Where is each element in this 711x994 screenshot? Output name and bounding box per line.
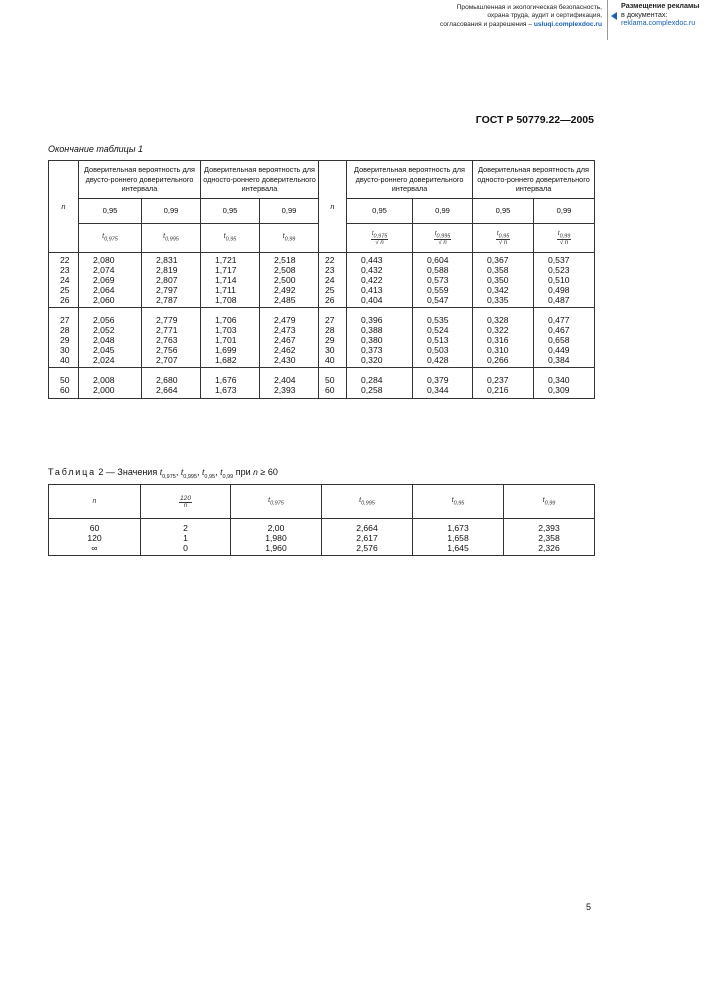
value-cell: 2,056 2,052 2,048 2,045 2,024 (79, 307, 142, 367)
quantile-symbol: $t_{0,975}$ (79, 223, 142, 252)
services-link[interactable]: usluqi.complexdoc.ru (533, 20, 602, 28)
value-cell: 0,443 0,432 0,422 0,413 0,404 (347, 252, 413, 307)
table-row-block (49, 307, 595, 367)
quantile-header: $t_{0,99}$ (504, 485, 595, 519)
quantile-header: $t_{0,995}$ (322, 485, 413, 519)
group-header: Доверительная вероятность для двусто-роннего доверительного интервала (79, 161, 201, 199)
page-number: 5 (586, 902, 592, 912)
value-cell: 2,00 1,980 1,960 (231, 519, 322, 556)
table-continuation-caption: Окончание таблицы 1 (48, 144, 143, 154)
n-cell: 22 23 24 25 26 (49, 252, 79, 307)
header-line: согласования и разрешения – usluqi.complexdoc.ru (439, 20, 602, 28)
table-row-block (49, 252, 595, 307)
table-row-block (49, 519, 595, 556)
ad-subtitle: в документах: (621, 9, 668, 19)
probability-cell: 0,95 (79, 198, 142, 223)
n-cell: 50 60 (319, 367, 347, 398)
group-header: Доверительная вероятность для двусто-роннего доверительного интервала (347, 161, 473, 199)
probability-cell: 0,99 (534, 198, 595, 223)
n-header: n (49, 485, 141, 519)
quantile-fraction: $\frac{t_{0,99}}{√ n}$ (534, 223, 595, 252)
value-cell: 0,537 0,523 0,510 0,498 0,487 (534, 252, 595, 307)
value-cell: 0,379 0,344 (413, 367, 473, 398)
value-cell: 2,518 2,508 2,500 2,492 2,485 (260, 252, 319, 307)
quantile-fraction: $\frac{t_{0,995}}{√ n}$ (413, 223, 473, 252)
value-cell: 0,367 0,358 0,350 0,342 0,335 (473, 252, 534, 307)
value-cell: 2,080 2,074 2,069 2,064 2,060 (79, 252, 142, 307)
value-cell: 2,831 2,819 2,807 2,797 2,787 (142, 252, 201, 307)
n-cell: 60 120 ∞ (49, 519, 141, 556)
table-1 (48, 160, 595, 399)
quantile-header: $t_{0,975}$ (231, 485, 322, 519)
probability-cell: 0,99 (413, 198, 473, 223)
ad-title: Размещение рекламы (621, 1, 700, 10)
table-2-caption: Таблица 2 — Значения $t_{0,975}$, $t_{0,995}$, $t_{0,95}$, $t_{0,99}$ при n ≥ 60 (48, 467, 278, 480)
fraction-header: $\frac{120}{n}$ (141, 485, 231, 519)
ad-info (621, 2, 711, 28)
value-cell: 2,393 2,358 2,326 (504, 519, 595, 556)
value-cell: 2,680 2,664 (142, 367, 201, 398)
probability-cell: 0,99 (260, 198, 319, 223)
n-header: n (319, 161, 347, 253)
value-cell: 2,404 2,393 (260, 367, 319, 398)
value-cell: 2,664 2,617 2,576 (322, 519, 413, 556)
quantile-fraction: $\frac{t_{0,95}}{√ n}$ (473, 223, 534, 252)
value-cell: 0,477 0,467 0,658 0,449 0,384 (534, 307, 595, 367)
arrow-left-icon (611, 12, 617, 20)
header-info (388, 4, 602, 29)
probability-cell: 0,95 (473, 198, 534, 223)
quantile-symbol: $t_{0,95}$ (201, 223, 260, 252)
n-cell: 27 28 29 30 40 (319, 307, 347, 367)
value-cell: 1,676 1,673 (201, 367, 260, 398)
value-cell: 2,779 2,771 2,763 2,756 2,707 (142, 307, 201, 367)
n-cell: 27 28 29 30 40 (49, 307, 79, 367)
value-cell: 0,535 0,524 0,513 0,503 0,428 (413, 307, 473, 367)
value-cell: 0,396 0,388 0,380 0,373 0,320 (347, 307, 413, 367)
n-cell: 50 60 (49, 367, 79, 398)
n-cell: 22 23 24 25 26 (319, 252, 347, 307)
group-header: Доверительная вероятность для односто-роннего доверительного интервала (473, 161, 595, 199)
table-row-block (49, 367, 595, 398)
header-line: Промышленная и экологическая безопасность, (456, 4, 602, 11)
ad-link[interactable]: reklama.complexdoc.ru (621, 18, 696, 28)
value-cell: 0,604 0,588 0,573 0,559 0,547 (413, 252, 473, 307)
value-cell: 0,284 0,258 (347, 367, 413, 398)
probability-cell: 0,99 (142, 198, 201, 223)
probability-cell: 0,95 (201, 198, 260, 223)
value-cell: 2,479 2,473 2,467 2,462 2,430 (260, 307, 319, 367)
value-cell: 0,340 0,309 (534, 367, 595, 398)
value-cell: 2,008 2,000 (79, 367, 142, 398)
value-cell: 0,328 0,322 0,316 0,310 0,266 (473, 307, 534, 367)
quantile-header: $t_{0,95}$ (413, 485, 504, 519)
value-cell: 1,706 1,703 1,701 1,699 1,682 (201, 307, 260, 367)
value-cell: 1,721 1,717 1,714 1,711 1,708 (201, 252, 260, 307)
value-cell: 0,237 0,216 (473, 367, 534, 398)
header-line: охрана труда, аудит и сертификация, (487, 12, 602, 20)
table-2 (48, 484, 595, 556)
quantile-symbol: $t_{0,995}$ (142, 223, 201, 252)
header-divider (607, 0, 608, 40)
doc-number: ГОСТ Р 50779.22—2005 (475, 114, 594, 126)
value-cell: 1,673 1,658 1,645 (413, 519, 504, 556)
probability-cell: 0,95 (347, 198, 413, 223)
n-header: n (49, 161, 79, 253)
quantile-fraction: $\frac{t_{0,975}}{√ n}$ (347, 223, 413, 252)
value-cell: 2 1 0 (141, 519, 231, 556)
group-header: Доверительная вероятность для односто-роннего доверительного интервала (201, 161, 319, 199)
quantile-symbol: $t_{0,99}$ (260, 223, 319, 252)
